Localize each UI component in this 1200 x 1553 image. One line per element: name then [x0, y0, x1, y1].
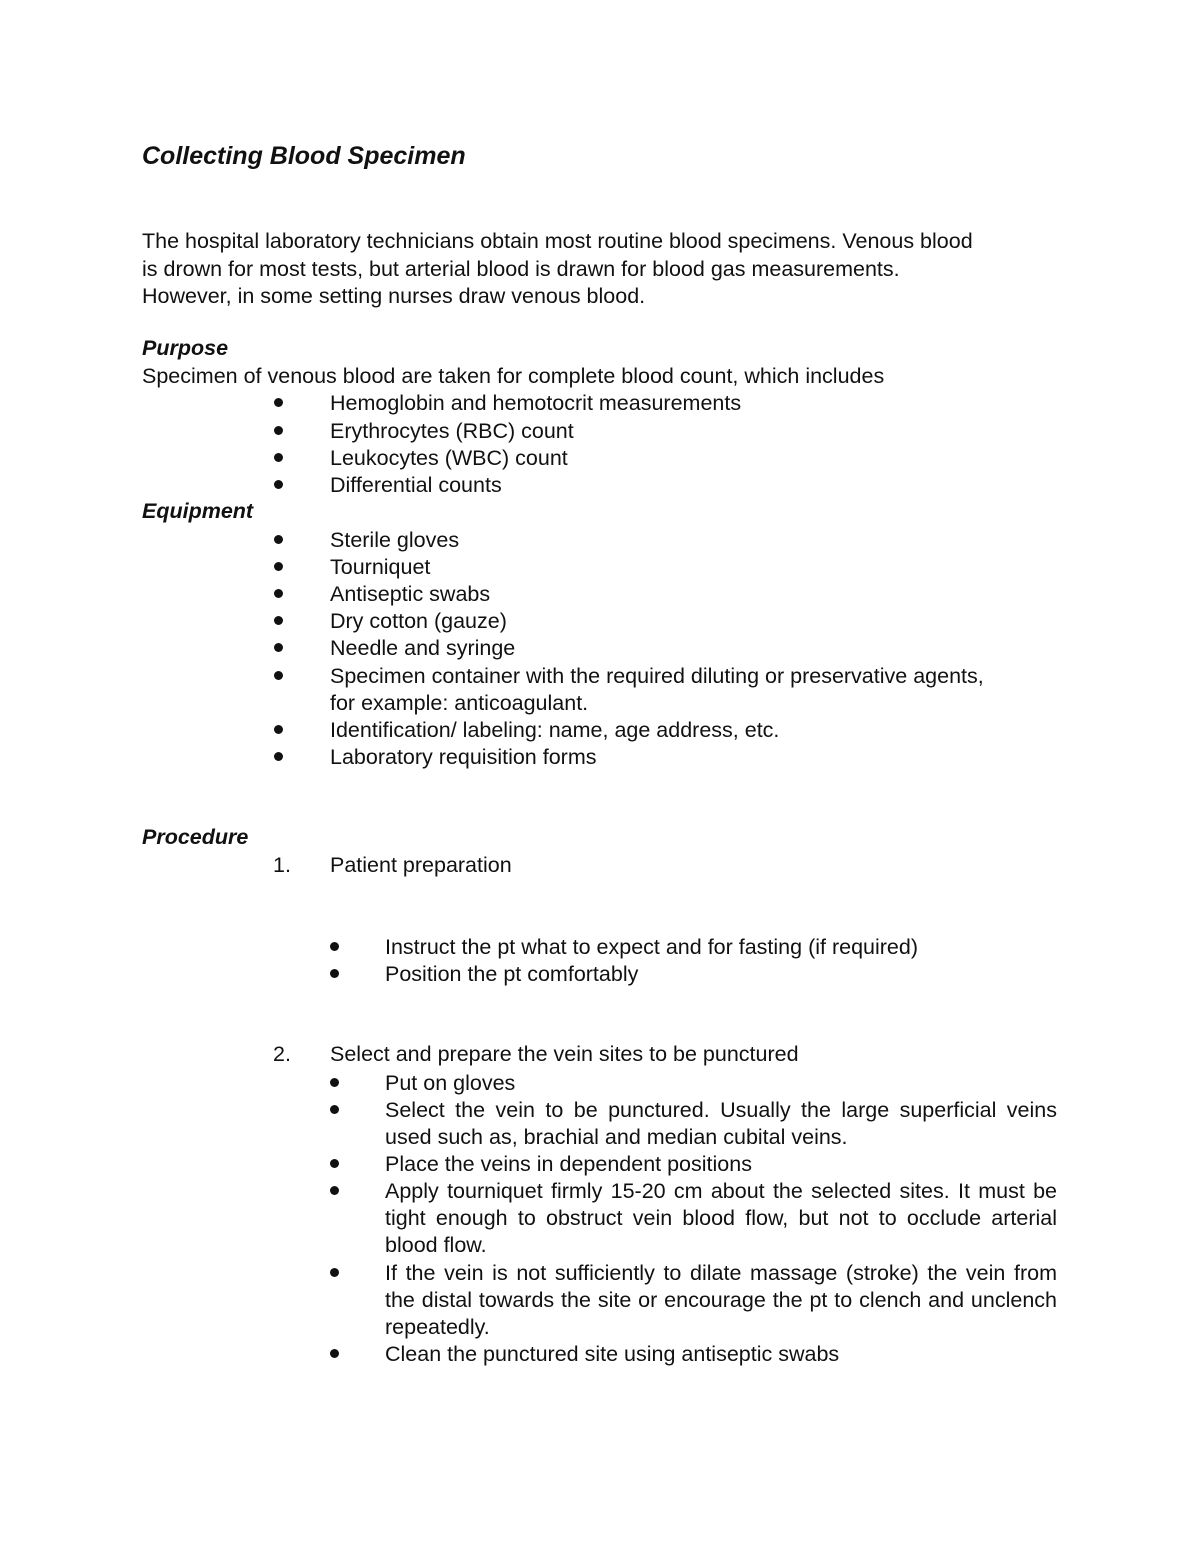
equipment-item: Dry cotton (gauze): [330, 609, 507, 633]
bullet-icon: [274, 725, 283, 734]
document-title: Collecting Blood Specimen: [142, 142, 466, 170]
bullet-icon: [274, 535, 283, 544]
bullet-icon: [330, 969, 339, 978]
bullet-icon: [330, 1186, 339, 1195]
equipment-item: Specimen container with the required diluting or preservative agents,: [330, 664, 984, 688]
bullet-icon: [274, 398, 283, 407]
bullet-icon: [330, 942, 339, 951]
equipment-heading: Equipment: [142, 499, 254, 523]
step-item: Put on gloves: [385, 1071, 516, 1095]
bullet-icon: [330, 1268, 339, 1277]
intro-line-2: is drown for most tests, but arterial blood is drawn for blood gas measurements.: [142, 257, 900, 281]
purpose-heading: Purpose: [142, 336, 229, 360]
step-item: Position the pt comfortably: [385, 962, 639, 986]
bullet-icon: [330, 1159, 339, 1168]
step-item: If the vein is not sufficiently to dilate massage (stroke) the vein from the distal towards the site or encourage the pt to clench and unclench repeatedly.: [385, 1261, 1057, 1340]
step-number: 1.: [273, 853, 291, 877]
equipment-item: Needle and syringe: [330, 636, 516, 660]
bullet-icon: [274, 671, 283, 680]
equipment-item: Tourniquet: [330, 555, 431, 579]
bullet-icon: [330, 1105, 339, 1114]
step-item: Instruct the pt what to expect and for fasting (if required): [385, 935, 918, 959]
step-item: Clean the punctured site using antiseptic swabs: [385, 1342, 840, 1366]
step-item: Select the vein to be punctured. Usually the large superficial veins used such as, brachial and median cubital veins.: [385, 1098, 1057, 1150]
bullet-icon: [330, 1078, 339, 1087]
purpose-text: Specimen of venous blood are taken for complete blood count, which includes: [142, 364, 885, 388]
equipment-item: Antiseptic swabs: [330, 582, 491, 606]
bullet-icon: [274, 643, 283, 652]
step-title: Select and prepare the vein sites to be punctured: [330, 1042, 799, 1066]
equipment-item: Sterile gloves: [330, 528, 460, 552]
bullet-icon: [274, 453, 283, 462]
step-item: Apply tourniquet firmly 15-20 cm about the selected sites. It must be tight enough to obstruct vein blood flow, but not to occlude arterial blood flow.: [385, 1179, 1057, 1258]
bullet-icon: [274, 752, 283, 761]
bullet-icon: [274, 480, 283, 489]
intro-line-1: The hospital laboratory technicians obtain most routine blood specimens. Venous blood: [142, 229, 973, 253]
step-item: Place the veins in dependent positions: [385, 1152, 752, 1176]
bullet-icon: [274, 616, 283, 625]
purpose-item: Leukocytes (WBC) count: [330, 446, 568, 470]
procedure-heading: Procedure: [142, 825, 249, 849]
bullet-icon: [274, 562, 283, 571]
bullet-icon: [274, 426, 283, 435]
equipment-item: Laboratory requisition forms: [330, 745, 597, 769]
step-number: 2.: [273, 1042, 291, 1066]
step-title: Patient preparation: [330, 853, 512, 877]
purpose-item: Differential counts: [330, 473, 502, 497]
bullet-icon: [330, 1349, 339, 1358]
intro-line-3: However, in some setting nurses draw venous blood.: [142, 284, 646, 308]
equipment-item: Identification/ labeling: name, age address, etc.: [330, 718, 780, 742]
bullet-icon: [274, 589, 283, 598]
purpose-item: Erythrocytes (RBC) count: [330, 419, 574, 443]
purpose-item: Hemoglobin and hemotocrit measurements: [330, 391, 742, 415]
equipment-item-continuation: for example: anticoagulant.: [330, 691, 589, 715]
